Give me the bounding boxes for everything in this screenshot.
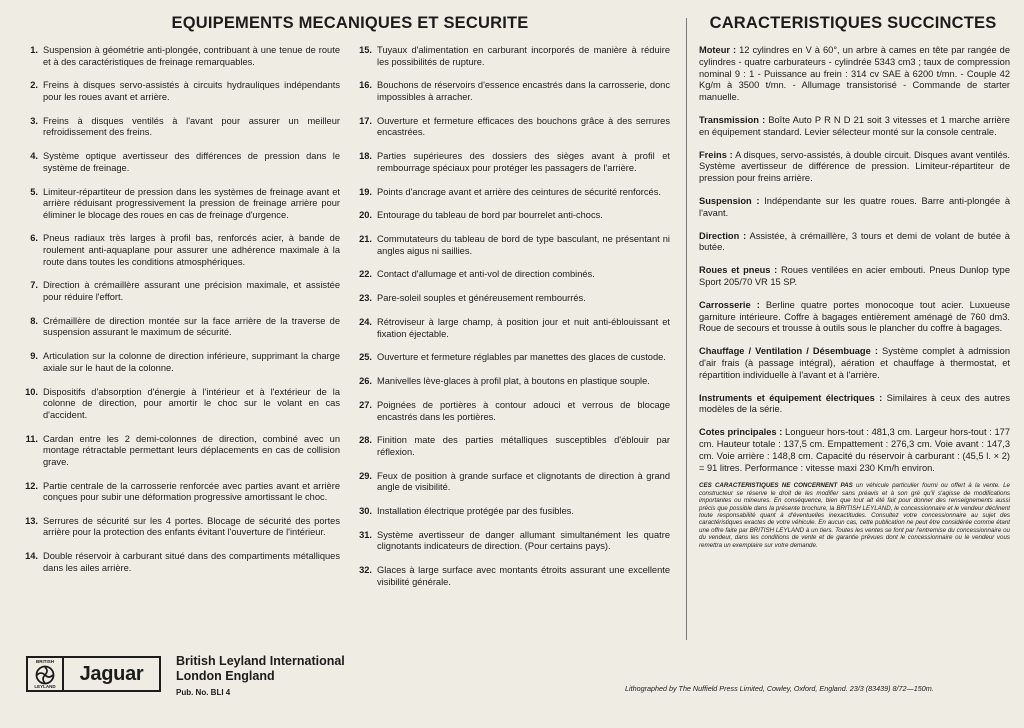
feature-item: [18, 80, 340, 103]
feature-text: Commutateurs du tableau de bord de type basculant, ne présentant ni angles aigus ni saillies.: [377, 234, 670, 256]
feature-text: Parties supérieures des dossiers des sièges avant à profil et rembourrage spéciaux pour protéger les passagers de l'arrière.: [377, 151, 670, 173]
feature-item: [18, 280, 340, 303]
logo-text-british: BRITISH: [36, 659, 54, 664]
spec-text: Système complet à admission d'air frais (à passage intégral), aération et chauffage à thermostat, et répartition individuelle à l'avant et à l'arrière.: [699, 346, 1010, 380]
spec-label: Carrosserie :: [699, 299, 760, 310]
feature-number: 25.: [359, 352, 372, 363]
disclaimer-title: CES CARACTERISTIQUES NE CONCERNENT PAS: [699, 482, 853, 490]
spec-label: Suspension :: [699, 195, 760, 206]
lithographed-line: Lithographed by The Nuffield Press Limited, Cowley, Oxford, England. 23/3 (83439) 8/72—150m.: [625, 684, 934, 693]
feature-text: Suspension à géométrie anti-plongée, contribuant à une tenue de route et à des caractéristiques de freinage remarquables.: [43, 45, 340, 67]
spec-text: A disques, servo-assistés, à double circuit. Disques avant ventilés. Système avertisseur de différence de pression. Limiteur-répartiteur de pression pour freins arrière.: [699, 149, 1010, 184]
feature-number: 20.: [359, 210, 372, 221]
spec-entry: [699, 196, 1010, 220]
feature-text: Freins à disques ventilés à l'avant pour assurer un meilleur refroidissement des freins.: [43, 115, 340, 138]
spec-label: Moteur :: [699, 45, 737, 55]
feature-number: 28.: [359, 435, 372, 446]
spec-text: Indépendante sur les quatre roues. Barre anti-plongée à l'avant.: [699, 195, 1010, 218]
feature-number: 24.: [359, 317, 372, 327]
feature-number: 19.: [359, 186, 372, 197]
feature-text: Ouverture et fermeture réglables par manettes des glaces de custode.: [377, 352, 666, 363]
feature-number: 17.: [359, 115, 372, 126]
feature-text: Ouverture et fermeture efficaces des bouchons grâce à des serrures encastrées.: [377, 115, 670, 138]
feature-text: Serrures de sécurité sur les 4 portes. Blocage de sécurité des portes arrière pour la protection des enfants évitant l'ouverture de l'intérieur.: [43, 515, 340, 538]
feature-text: Pare-soleil souples et généreusement rembourrés.: [377, 293, 586, 304]
feature-item: [352, 210, 670, 222]
spec-text: Similaires à ceux des autres modèles de la série.: [699, 392, 1010, 415]
spec-entry: [699, 265, 1010, 289]
spec-label: Direction :: [699, 230, 747, 241]
spec-entry: [699, 115, 1010, 139]
feature-item: [352, 565, 670, 588]
spec-label: Roues et pneus :: [699, 265, 778, 276]
features-column-2: [352, 45, 670, 601]
feature-text: Finition mate des parties métalliques susceptibles d'éblouir par réflexion.: [377, 435, 670, 457]
feature-text: Contact d'allumage et anti-vol de direction combinés.: [377, 269, 595, 280]
feature-item: [352, 435, 670, 458]
feature-text: Glaces à large surface avec montants étroits assurant une excellente visibilité générale.: [377, 565, 670, 587]
feature-number: 29.: [359, 470, 372, 481]
feature-number: 3.: [30, 115, 38, 126]
feature-item: [352, 187, 670, 199]
feature-number: 12.: [25, 480, 38, 491]
feature-item: [352, 376, 670, 388]
feature-item: [18, 316, 340, 339]
spec-entry: [699, 231, 1010, 255]
logo-text-leyland: LEYLAND: [34, 684, 56, 689]
features-column-1: [18, 45, 340, 587]
feature-text: Système avertisseur de danger allumant simultanément les quatre clignotants indicateurs de direction. (Pour certains pays).: [377, 529, 670, 552]
feature-number: 7.: [30, 280, 38, 291]
feature-number: 18.: [359, 151, 372, 162]
spec-label: Transmission :: [699, 114, 766, 125]
spec-entry: [699, 393, 1010, 417]
feature-item: [18, 481, 340, 504]
feature-number: 15.: [359, 45, 372, 55]
feature-item: [18, 351, 340, 374]
company-name: British Leyland International: [176, 654, 345, 668]
feature-number: 4.: [30, 151, 38, 162]
feature-text: Partie centrale de la carrosserie renforcée avec parties avant et arrière conçues pour subir une déformation progressive amortissant le choc.: [43, 480, 340, 503]
feature-number: 5.: [30, 186, 38, 197]
feature-number: 11.: [25, 433, 38, 444]
feature-item: [352, 80, 670, 103]
feature-item: [18, 516, 340, 539]
feature-text: Bouchons de réservoirs d'essence encastrés dans la carrosserie, donc impossibles à arracher.: [377, 80, 670, 102]
feature-text: Installation électrique protégée par des fusibles.: [377, 506, 574, 517]
feature-item: [18, 434, 340, 469]
feature-item: [18, 151, 340, 174]
feature-text: Points d'ancrage avant et arrière des ceintures de sécurité renforcés.: [377, 186, 661, 197]
spec-text: Boîte Auto P R N D 21 soit 3 vitesses et 1 marche arrière en équipement standard. Levier sélecteur monté sur la console centrale.: [699, 114, 1010, 137]
leyland-wheel-icon: [30, 665, 60, 685]
feature-text: Entourage du tableau de bord par bourrelet anti-chocs.: [377, 210, 603, 221]
feature-text: Pneus radiaux très larges à profil bas, renforcés acier, à bande de roulement anti-aquaplane pour assurer une adhérence maximale à la route dans toutes les conditions atmosphériques.: [43, 233, 340, 267]
feature-number: 2.: [30, 80, 38, 91]
feature-text: Tuyaux d'alimentation en carburant incorporés de manière à réduire les possibilités de rupture.: [377, 45, 670, 67]
feature-item: [352, 293, 670, 305]
feature-item: [352, 400, 670, 423]
specs-column: [699, 45, 1010, 549]
feature-number: 21.: [359, 234, 372, 245]
spec-entry: [699, 346, 1010, 381]
feature-number: 8.: [30, 315, 38, 326]
feature-number: 32.: [359, 565, 372, 576]
feature-text: Articulation sur la colonne de direction inférieure, supprimant la charge axiale sur le haut de la colonne.: [43, 351, 340, 373]
feature-item: [352, 45, 670, 68]
feature-number: 14.: [25, 551, 38, 562]
publication-number: Pub. No. BLI 4: [176, 688, 231, 697]
feature-item: [18, 187, 340, 222]
heading-right: CARACTERISTIQUES SUCCINCTES: [709, 14, 997, 32]
spec-entry: [699, 45, 1010, 104]
jaguar-logo: [26, 656, 161, 692]
feature-text: Manivelles lève-glaces à profil plat, à boutons en plastique souple.: [377, 376, 650, 387]
company-city: London England: [176, 669, 275, 683]
feature-text: Poignées de portières à contour adouci et verrous de blocage encastrés dans les portières.: [377, 399, 670, 422]
british-leyland-emblem: [28, 658, 64, 690]
feature-number: 1.: [30, 45, 38, 55]
feature-text: Direction à crémaillère assurant une précision maximale, et assistée pour réduire l'effort.: [43, 280, 340, 303]
column-divider: [686, 18, 687, 640]
spec-text: Longueur hors-tout : 481,3 cm. Largeur hors-tout : 177 cm. Hauteur totale : 137,5 cm. Empattement : 276,3 cm. Voie avant : 147,3 cm. Voie arrière : 148,8 cm. Capacité du réservoir à carburant : (45,5 l. × 2) = 91 litres. Performance : vitesse maxi 230 Km/h environ.: [699, 427, 1010, 473]
spec-entry: [699, 300, 1010, 335]
feature-text: Cardan entre les 2 demi-colonnes de direction, combiné avec un montage rétractable permettant leurs déplacements en cas de collision grave.: [43, 433, 340, 467]
spec-entry: [699, 150, 1010, 185]
feature-number: 27.: [359, 399, 372, 410]
feature-text: Limiteur-répartiteur de pression dans les systèmes de freinage avant et arrière réduisant progressivement la pression de freinage arrière pour éliminer le blocage des roues en cas de freinage d'urgence.: [43, 186, 340, 220]
feature-item: [352, 352, 670, 364]
spec-entry: [699, 427, 1010, 474]
feature-item: [18, 45, 340, 68]
feature-item: [352, 269, 670, 281]
feature-item: [352, 234, 670, 257]
feature-number: 26.: [359, 376, 372, 387]
feature-number: 23.: [359, 293, 372, 304]
feature-item: [352, 116, 670, 139]
heading-left: EQUIPEMENTS MECANIQUES ET SECURITE: [171, 14, 529, 32]
spec-text: 12 cylindres en V à 60°, un arbre à cames en tête par rangée de cylindres - quatre carburateurs - cylindrée 5343 cm3 ; taux de compression nominal 9 : 1 - Puissance au frein : 314 cv SAE à 6200 t/mn. - Couple 42 Kg/m à 3500 t/mn. - Allumage transistorisé - Commande de starter manuelle.: [699, 45, 1010, 103]
disclaimer-notice: [699, 482, 1010, 549]
feature-item: [352, 151, 670, 174]
spec-label: Freins :: [699, 149, 733, 160]
feature-number: 31.: [359, 529, 372, 540]
jaguar-brand: Jaguar: [79, 662, 144, 685]
feature-text: Rétroviseur à large champ, à position jour et nuit anti-éblouissant et fixation éjectable.: [377, 317, 670, 339]
feature-number: 10.: [25, 386, 38, 397]
spec-label: Cotes principales :: [699, 427, 783, 438]
feature-number: 13.: [25, 515, 38, 526]
spec-text: Berline quatre portes monocoque tout acier. Luxueuse garniture intérieure. Coffre à bagages entièrement aménagé de 760 dm3. Roue de secours et trousse à outils sous le plancher du coffre à bagages.: [699, 299, 1010, 334]
feature-number: 16.: [359, 80, 372, 91]
feature-number: 30.: [359, 506, 372, 517]
feature-text: Feux de position à grande surface et clignotants de direction à grand angle de visibilité.: [377, 470, 670, 493]
spec-label: Chauffage / Ventilation / Désembuage :: [699, 346, 878, 357]
feature-text: Dispositifs d'absorption d'énergie à l'intérieur et à l'extérieur de la colonne de direction, pour amortir le choc sur le volant en cas d'accident.: [43, 386, 340, 420]
feature-item: [18, 387, 340, 422]
spec-text: Assistée, à crémaillère, 3 tours et demi de volant de butée à butée.: [699, 230, 1010, 253]
feature-item: [18, 233, 340, 268]
feature-text: Double réservoir à carburant situé dans des compartiments métalliques dans les ailes arrière.: [43, 551, 340, 573]
disclaimer-text: un véhicule particulier fourni ou offert à la vente. Le constructeur se réserve le droit de les modifier sans préavis et à son gré qu'il s'agisse de modifications importantes ou mineures. En conséquence, bien que tout ait été fait pour donner des renseignements aussi précis que possible dans la présente brochure, la BRITISH LEYLAND, le concessionnaire et le vendeur déclinent toute responsabilité quant à d'éventuelles inexactitudes. Consultez votre concessionnaire au sujet des caractéristiques exactes de votre véhicule. En aucun cas, cette publication ne peut être considérée comme étant une offre faite par BRITISH LEYLAND à un tiers. Toutes les ventes se font par l'entremise du concessionnaire ou du vendeur, dans les conditions de vente et de garantie prévues dont le concessionnaire ou le vendeur vous remettra un exemplaire sur votre demande.: [699, 482, 1010, 549]
feature-text: Crémaillère de direction montée sur la face arrière de la traverse de suspension assurant le maximum de sécurité.: [43, 315, 340, 338]
spec-text: Roues ventilées en acier embouti. Pneus Dunlop type Sport 205/70 VR 15 SP.: [699, 265, 1010, 287]
feature-item: [18, 551, 340, 574]
feature-text: Freins à disques servo-assistés à circuits hydrauliques indépendants pour les roues avant et arrière.: [43, 80, 340, 102]
feature-text: Système optique avertisseur des différences de pression dans le système de freinage.: [43, 151, 340, 173]
feature-number: 22.: [359, 269, 372, 280]
feature-item: [352, 317, 670, 340]
feature-item: [352, 471, 670, 494]
feature-item: [18, 116, 340, 139]
feature-item: [352, 530, 670, 553]
feature-item: [352, 506, 670, 518]
feature-number: 9.: [30, 351, 38, 362]
spec-label: Instruments et équipement électriques :: [699, 392, 883, 403]
feature-number: 6.: [30, 233, 38, 244]
